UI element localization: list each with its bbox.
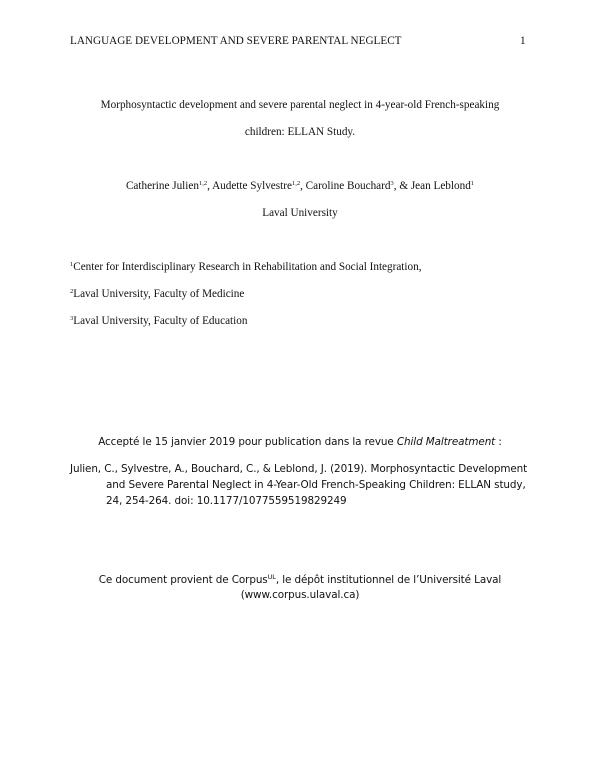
repository-url[interactable]: (www.corpus.ulaval.ca)	[240, 589, 360, 601]
author-list	[0, 180, 600, 192]
author-2: Audette Sylvestre$^{1,2}$,	[212, 180, 306, 192]
author-4: Jean Leblond$^1$	[410, 180, 475, 192]
author-3: Caroline Bouchard$^3$, &	[305, 180, 411, 192]
affiliation-1: $^1$Center for Interdisciplinary Research in Rehabilitation and Social Integration,	[70, 261, 422, 273]
acceptance-notice: Accepté le 15 janvier 2019 pour publication dans la revue Child Maltreatment :	[98, 436, 502, 448]
page-number: 1	[520, 35, 526, 47]
title-line-2: children: ELLAN Study.	[244, 126, 356, 138]
affiliation-3: $^3$Laval University, Faculty of Education	[70, 315, 248, 327]
institution: Laval University	[262, 207, 338, 219]
journal-name: Child Maltreatment	[396, 436, 496, 448]
repository-notice: Ce document provient de Corpus$^{UL}$, le dépôt institutionnel de l’Université Laval	[98, 573, 502, 586]
citation-line-3: 24, 254-264. doi: 10.1177/1077559519829249	[106, 495, 347, 507]
citation-line-2: and Severe Parental Neglect in 4-Year-Old French-Speaking Children: ELLAN study,	[106, 479, 526, 491]
affiliation-2: $^2$Laval University, Faculty of Medicine	[70, 288, 245, 300]
citation-line-1: Julien, C., Sylvestre, A., Bouchard, C., & Leblond, J. (2019). Morphosyntactic Development	[70, 463, 528, 475]
running-head: LANGUAGE DEVELOPMENT AND SEVERE PARENTAL NEGLECT	[70, 35, 402, 47]
title-line-1: Morphosyntactic development and severe parental neglect in 4-year-old French-speaking	[100, 99, 500, 111]
author-1: Catherine Julien$^{1,2}$,	[125, 180, 213, 192]
